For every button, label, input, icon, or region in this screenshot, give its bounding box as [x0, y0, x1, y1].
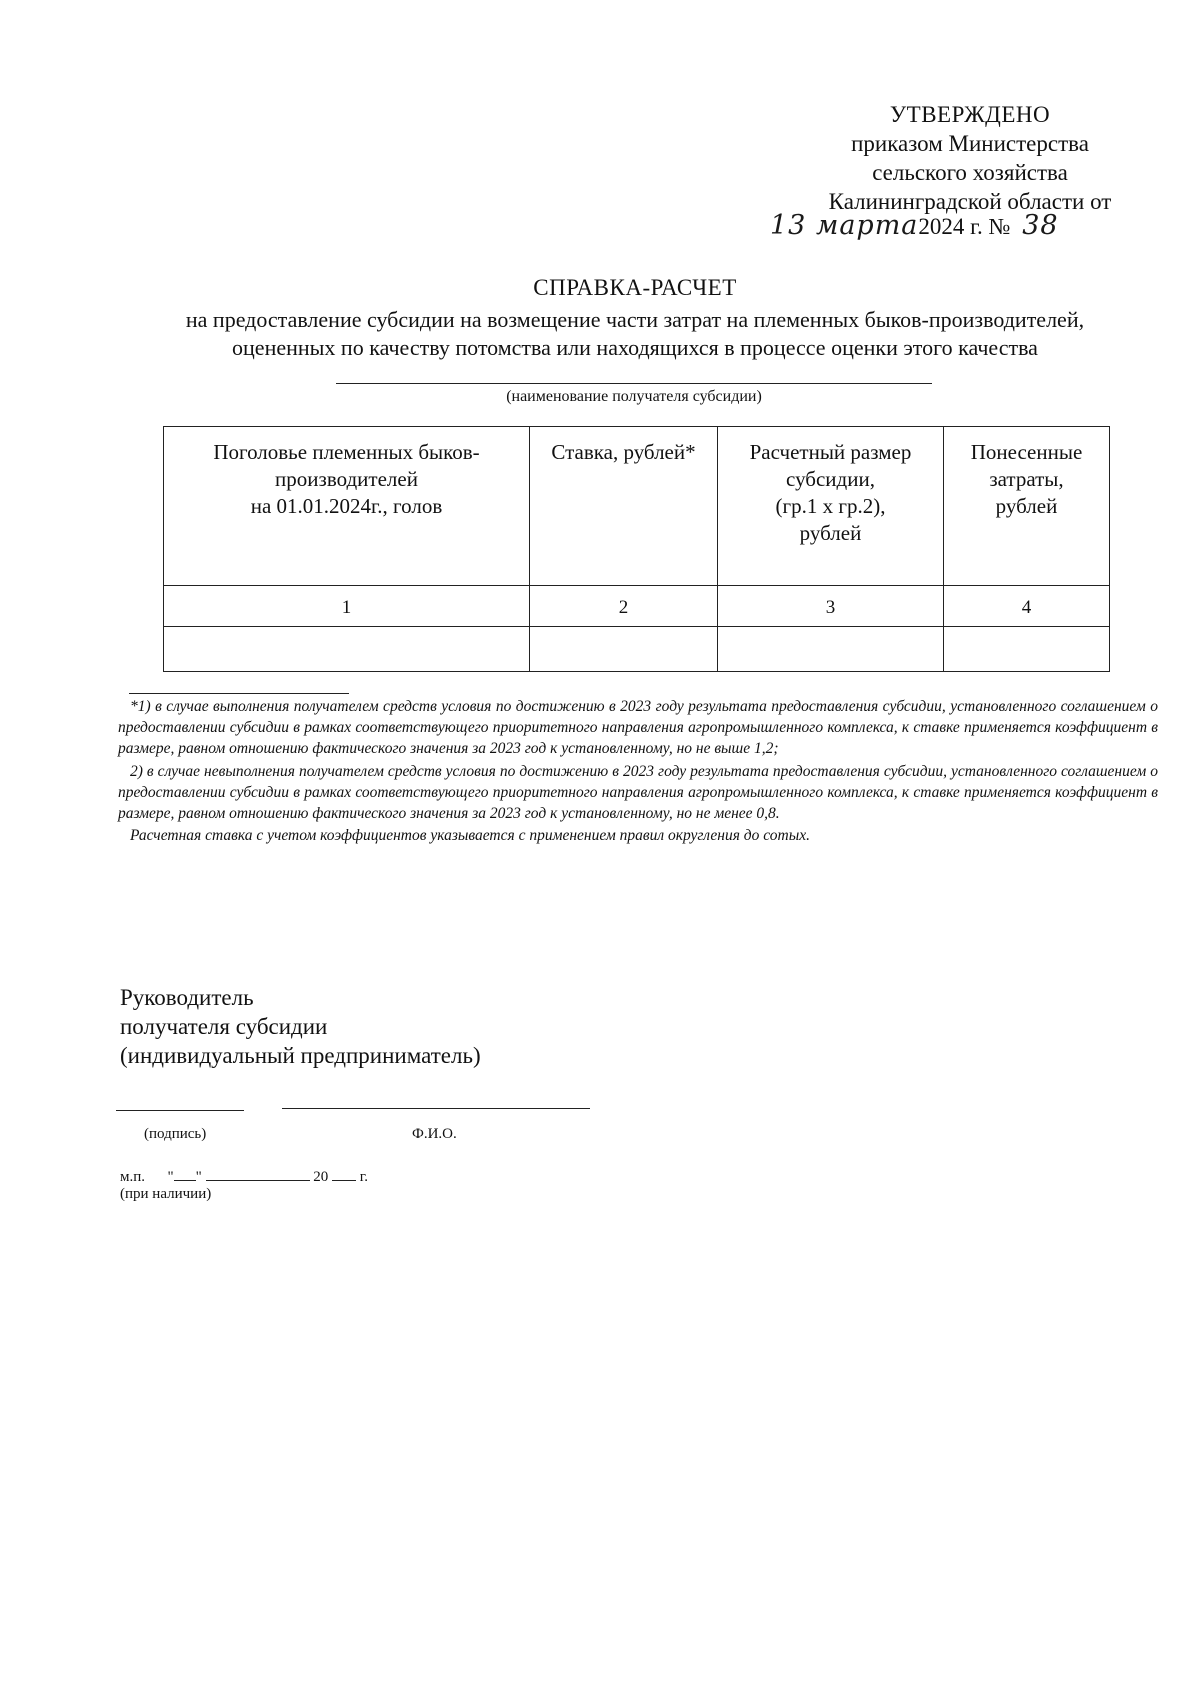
handwritten-date: 13 марта: [770, 210, 919, 241]
header-text: производителей: [275, 467, 418, 491]
header-text: Поголовье племенных быков-: [213, 440, 480, 464]
footnote-3: Расчетная ставка с учетом коэффициентов указывается с применением правил округления до сотых.: [130, 827, 810, 845]
approval-line-3: Калининградской области от: [828, 189, 1112, 214]
document-title: СПРАВКА-РАСЧЕТ: [533, 275, 737, 300]
header-text: (гр.1 х гр.2),: [775, 494, 886, 518]
header-text: Расчетный размер: [749, 440, 912, 464]
column-number: 1: [164, 586, 530, 627]
table-cell: [718, 627, 944, 672]
header-text: затраты,: [989, 467, 1064, 491]
table-number-row: [164, 586, 1110, 627]
column-number: 3: [718, 586, 944, 627]
name-caption: Ф.И.О.: [412, 1126, 457, 1142]
header-text: рублей: [799, 521, 862, 545]
table-header-row: [164, 427, 1110, 586]
approval-date-line: [770, 210, 1130, 241]
header-cell-subsidy: [718, 427, 944, 586]
footnotes: [118, 696, 1158, 846]
footnote-1: *1) в случае выполнения получателем средств условия по достижению в 2023 году результата предоставления субсидии, установленного соглашением о предоставлении субсидии в рамках соответствующего приоритетного направления агропромышленного комплекса, к ставке применяется коэффициент в размере, равном отношению фактического значения за 2023 год к установленному, но не выше 1,2;: [118, 698, 1158, 758]
approval-line-2: сельского хозяйства: [872, 160, 1068, 185]
header-cell-costs: [944, 427, 1110, 586]
header-text: рублей: [995, 494, 1058, 518]
header-text: на 01.01.2024г., голов: [250, 494, 443, 518]
column-number: 2: [530, 586, 718, 627]
subtitle-line-2: оцененных по качеству потомства или находящихся в процессе оценки этого качества: [232, 335, 1038, 360]
recipient-name-line: [336, 383, 932, 384]
header-text: Ставка, рублей*: [551, 440, 696, 464]
signer-block: [120, 983, 720, 1070]
header-text: субсидии,: [786, 467, 875, 491]
table-cell: [530, 627, 718, 672]
subtitle-line-1: на предоставление субсидии на возмещение части затрат на племенных быков-производителей,: [185, 307, 1085, 332]
table-row: [164, 627, 1110, 672]
calculation-table: [163, 426, 1110, 672]
month-blank: [206, 1166, 310, 1181]
document-subtitle: [100, 306, 1170, 362]
close-quote: ": [195, 1169, 202, 1185]
stamp-date-line: [120, 1166, 368, 1186]
year-suffix: г.: [359, 1169, 368, 1185]
approval-year-text: 2024 г. №: [918, 214, 1011, 239]
header-cell-rate: [530, 427, 718, 586]
stamp-note: (при наличии): [120, 1186, 212, 1202]
approval-line-1: приказом Министерства: [851, 131, 1089, 156]
day-blank: [174, 1166, 196, 1181]
signature-line: [116, 1110, 244, 1111]
signer-line-1: Руководитель: [120, 985, 254, 1010]
handwritten-order-number: 38: [1022, 210, 1059, 241]
table-cell: [944, 627, 1110, 672]
footnote-2: 2) в случае невыполнения получателем средств условия по достижению в 2023 году результата предоставления субсидии, установленного соглашением о предоставлении субсидии в рамках соответствующего приоритетного направления агропромышленного комплекса, к ставке применяется коэффициент в размере, равном отношению фактического значения за 2023 год к установленному, но не менее 0,8.: [118, 762, 1158, 823]
footnote-rule: [129, 693, 349, 694]
header-cell-livestock: [164, 427, 530, 586]
name-line: [282, 1108, 590, 1109]
signer-line-3: (индивидуальный предприниматель): [120, 1043, 481, 1068]
table-cell: [164, 627, 530, 672]
header-text: Понесенные: [970, 440, 1083, 464]
approval-block: [760, 100, 1180, 216]
signature-caption: (подпись): [144, 1126, 207, 1142]
year-blank: [332, 1166, 356, 1181]
approval-title: УТВЕРЖДЕНО: [889, 102, 1051, 127]
signer-line-2: получателя субсидии: [120, 1014, 328, 1039]
stamp-label: м.п.: [120, 1169, 146, 1185]
recipient-caption: (наименование получателя субсидии): [506, 388, 762, 405]
open-quote: ": [167, 1169, 174, 1185]
column-number: 4: [944, 586, 1110, 627]
year-prefix: 20: [313, 1169, 329, 1185]
